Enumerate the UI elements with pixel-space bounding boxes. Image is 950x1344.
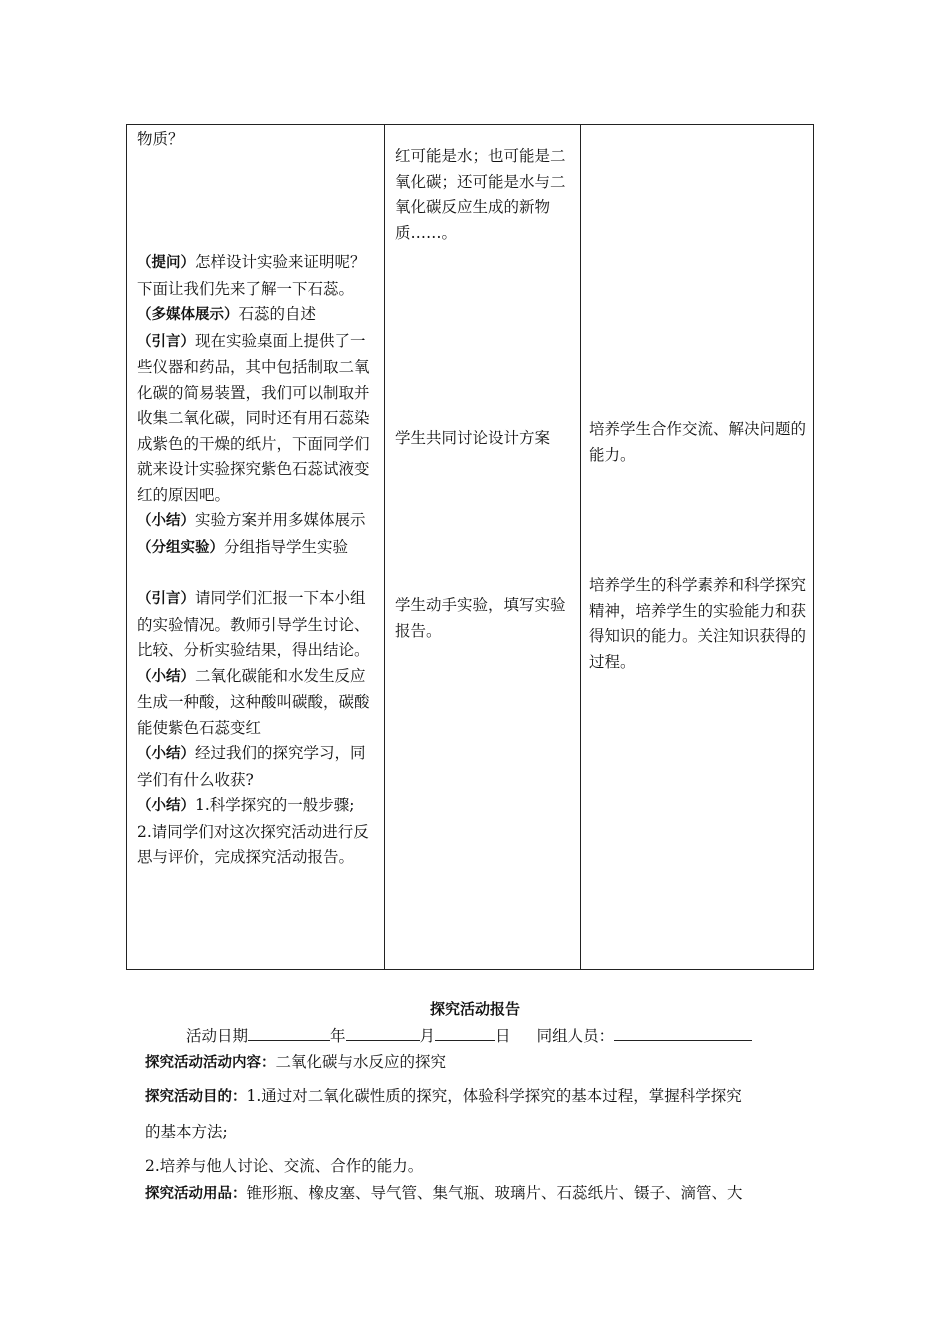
- teacher-question: （提问）怎样设计实验来证明呢？下面让我们先来了解一下石蕊。: [137, 253, 366, 298]
- label-summary: （小结）: [137, 513, 195, 529]
- purpose-item-2: 2.培养与他人讨论、交流、合作的能力。: [145, 1157, 424, 1175]
- supplies-label: 探究活动用品：: [145, 1186, 247, 1202]
- teacher-report-intro: （引言）请同学们汇报一下本小组的实验情况。教师引导学生讨论、比较、分析实验结果，得出结论。: [137, 589, 370, 659]
- label-multimedia: （多媒体展示）: [137, 307, 239, 323]
- student-experiment: 学生动手实验，填写实验报告。: [395, 596, 566, 640]
- intent-scientific: 培养学生的科学素养和科学探究精神，培养学生的实验能力和获得知识的能力。关注知识获得的过程。: [589, 576, 807, 671]
- label-summary-3: （小结）: [137, 746, 195, 762]
- content-label: 探究活动活动内容：: [145, 1055, 276, 1071]
- teacher-reflection: 2.请同学们对这次探究活动进行反思与评价，完成探究活动报告。: [137, 822, 369, 866]
- label-summary-2: （小结）: [137, 668, 195, 685]
- month-label: 月: [419, 1027, 436, 1045]
- day-blank: [435, 1026, 495, 1041]
- members-blank: [614, 1026, 752, 1041]
- teacher-group-experiment: （分组实验）分组指导学生实验: [137, 537, 349, 556]
- month-blank: [346, 1026, 420, 1041]
- report-content-line: [145, 1050, 446, 1072]
- purpose-text-2: 的基本方法;: [145, 1123, 228, 1141]
- intent-cooperation: 培养学生合作交流、解决问题的能力。: [589, 420, 807, 464]
- purpose-label: 探究活动目的：: [145, 1089, 247, 1105]
- teacher-gains: （小结）经过我们的探究学习，同学们有什么收获?: [137, 744, 366, 789]
- report-title: 探究活动报告: [429, 1000, 520, 1018]
- date-label: 活动日期: [186, 1027, 249, 1045]
- report-purpose-line: [145, 1084, 742, 1106]
- teacher-summary-plan: （小结）实验方案并用多媒体展示: [137, 511, 366, 529]
- column-divider-1: [384, 125, 385, 969]
- teacher-steps: （小结）1.科学探究的一般步骤;: [137, 796, 355, 814]
- teacher-intro: （引言）现在实验桌面上提供了一些仪器和药品，其中包括制取二氧化碳的简易装置，我们可以制取并收集二氧化碳，同时还有用石蕊染成紫色的干燥的纸片，下面同学们就来设计实验探究紫色石蕊试液变红的原因吧。: [137, 331, 370, 504]
- teacher-topic-tail: 物质？: [137, 130, 184, 148]
- year-blank: [248, 1026, 330, 1041]
- report-date-line: [186, 1024, 752, 1046]
- content-text: 二氧化碳与水反应的探究: [275, 1053, 447, 1071]
- year-label: 年: [330, 1027, 346, 1045]
- label-intro-2: （引言）: [137, 591, 195, 607]
- student-discussion: 学生共同讨论设计方案: [395, 429, 551, 447]
- label-summary-4: （小结）: [137, 798, 195, 814]
- purpose-text-1: 1.通过对二氧化碳性质的探究，体验科学探究的基本过程，掌握科学探究: [246, 1087, 742, 1105]
- label-intro: （引言）: [137, 333, 195, 350]
- day-label: 日: [495, 1027, 511, 1045]
- lesson-table: [126, 124, 814, 970]
- label-group-experiment: （分组实验）: [137, 539, 224, 556]
- report-supplies-line: [145, 1181, 743, 1203]
- label-question: （提问）: [137, 255, 195, 271]
- members-label: 同组人员：: [536, 1027, 615, 1045]
- column-divider-2: [580, 125, 581, 969]
- teacher-multimedia: （多媒体展示）石蕊的自述: [137, 305, 317, 323]
- teacher-conclusion: （小结）二氧化碳能和水发生反应生成一种酸，这种酸叫碳酸，碳酸能使紫色石蕊变红: [137, 666, 370, 737]
- supplies-text: 锥形瓶、橡皮塞、导气管、集气瓶、玻璃片、石蕊纸片、镊子、滴管、大: [246, 1184, 743, 1202]
- student-hypothesis: 红可能是水；也可能是二氧化碳；还可能是水与二氧化碳反应生成的新物质……。: [395, 147, 566, 242]
- teacher-activity-block: [137, 250, 377, 871]
